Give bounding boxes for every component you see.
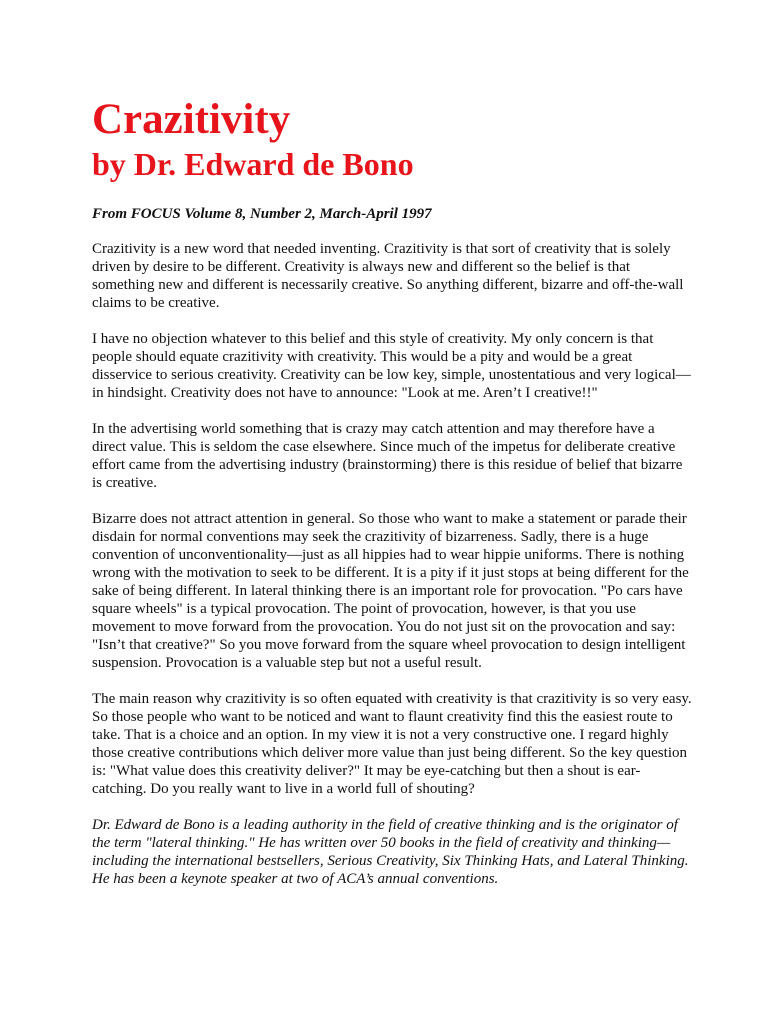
document-page xyxy=(92,96,692,888)
body-paragraph-5: The main reason why crazitivity is so often equated with creativity is that crazitivity is so very easy. So those people who want to be noticed and want to flaunt creativity find this the easiest route to take. That is a choice and an option. In my view it is not a very constructive one. I regard highly those creative contributions which deliver more value than just being different. So the key question is: "What value does this creativity deliver?" It may be eye-catching but then a shout is ear-catching. Do you really want to live in a world full of shouting? xyxy=(92,691,692,797)
article-byline: by Dr. Edward de Bono xyxy=(92,146,414,182)
author-bio: Dr. Edward de Bono is a leading authority in the field of creative thinking and is the originator of the term "lateral thinking." He has written over 50 books in the field of creativity and thinking—including the international bestsellers, Serious Creativity, Six Thinking Hats, and Lateral Thinking. He has been a keynote speaker at two of ACA’s annual conventions. xyxy=(92,817,689,887)
body-paragraph-4: Bizarre does not attract attention in general. So those who want to make a statement or parade their disdain for normal conventions may seek the crazitivity of bizarreness. Sadly, there is a huge convention of unconventionality—just as all hippies had to wear hippie uniforms. There is nothing wrong with the motivation to seek to be different. It is a pity if it just stops at being different for the sake of being different. In lateral thinking there is an important role for provocation. "Po cars have square wheels" is a typical provocation. The point of provocation, however, is that you use movement to move forward from the provocation. You do not just sit on the provocation and say: "Isn’t that creative?" So you move forward from the square wheel provocation to design intelligent suspension. Provocation is a valuable step but not a useful result. xyxy=(92,511,689,671)
body-paragraph-2: I have no objection whatever to this belief and this style of creativity. My only concern is that people should equate crazitivity with creativity. This would be a pity and would be a great disservice to serious creativity. Creativity can be low key, simple, unostentatious and very logical—in hindsight. Creativity does not have to announce: "Look at me. Aren’t I creative!!" xyxy=(92,331,691,401)
article-source: From FOCUS Volume 8, Number 2, March-April 1997 xyxy=(92,206,432,222)
body-paragraph-3: In the advertising world something that is crazy may catch attention and may therefore have a direct value. This is seldom the case elsewhere. Since much of the impetus for deliberate creative effort came from the advertising industry (brainstorming) there is this residue of belief that bizarre is creative. xyxy=(92,421,683,491)
article-title: Crazitivity xyxy=(92,96,291,143)
body-paragraph-1: Crazitivity is a new word that needed inventing. Crazitivity is that sort of creativity that is solely driven by desire to be different. Creativity is always new and different so the belief is that something new and different is necessarily creative. So anything different, bizarre and off-the-wall claims to be creative. xyxy=(92,241,684,311)
